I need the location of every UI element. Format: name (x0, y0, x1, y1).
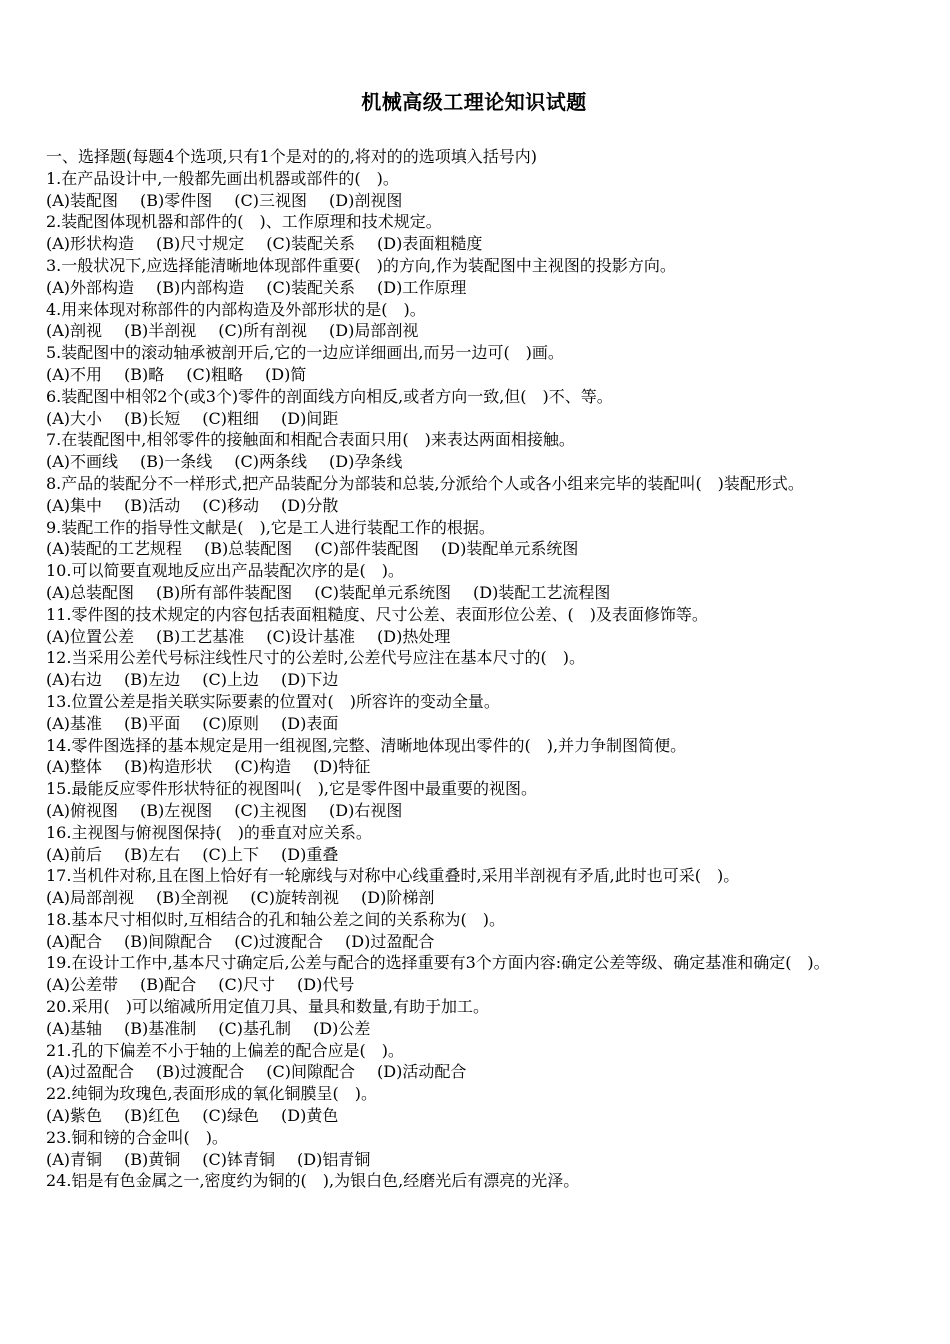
option-a: (A)紫色 (46, 1106, 103, 1126)
question-options (46, 1018, 902, 1040)
question-options (46, 1061, 902, 1083)
option-b: (B)平面 (124, 713, 181, 733)
question-options (46, 190, 902, 212)
question-text: 10.可以简要直观地反应出产品装配次序的是( )。 (46, 561, 404, 581)
option-c: (C)主视图 (234, 800, 308, 820)
question-options (46, 669, 902, 691)
option-b: (B)构造形状 (124, 757, 213, 777)
question-text: 17.当机件对称,且在图上恰好有一轮廓线与对称中心线重叠时,采用半剖视有矛盾,此时也可采( )。 (46, 866, 740, 886)
question-options (46, 931, 902, 953)
option-b: (B)内部构造 (156, 277, 245, 297)
question-text: 23.铜和镑的合金叫( )。 (46, 1127, 228, 1147)
option-c: (C)基孔制 (218, 1018, 292, 1038)
option-c: (C)装配关系 (266, 277, 356, 297)
option-d: (D)装配工艺流程图 (473, 582, 611, 602)
option-c: (C)装配单元系统图 (314, 582, 452, 602)
option-a: (A)整体 (46, 757, 103, 777)
option-b: (B)黄铜 (124, 1149, 181, 1169)
option-d: (D)公差 (313, 1018, 371, 1038)
question-text: 5.装配图中的滚动轴承被剖开后,它的一边应详细画出,而另一边可( )画。 (46, 343, 564, 363)
option-a: (A)前后 (46, 844, 103, 864)
option-a: (A)装配图 (46, 190, 119, 210)
question-text: 3.一般状况下,应选择能清晰地体现部件重要( )的方向,作为装配图中主视图的投影方向。 (46, 255, 676, 275)
question-options (46, 538, 902, 560)
option-d: (D)活动配合 (377, 1062, 467, 1082)
question-options (46, 887, 902, 909)
section-heading: 一、选择题(每题4个选项,只有1个是对的的,将对的的选项填入括号内) (46, 147, 538, 166)
option-d: (D)剖视图 (329, 190, 403, 210)
question-options (46, 844, 902, 866)
option-d: (D)阶梯剖 (361, 888, 435, 908)
document-title: 机械高级工理论知识试题 (361, 90, 587, 114)
option-a: (A)不画线 (46, 452, 119, 472)
question-text: 8.产品的装配分不一样形式,把产品装配分为部装和总装,分派给个人或各小组来完毕的装配叫( )装配形式。 (46, 473, 804, 493)
question-text: 16.主视图与俯视图保持( )的垂直对应关系。 (46, 822, 372, 842)
option-c: (C)原则 (202, 713, 260, 733)
option-c: (C)部件装配图 (314, 539, 420, 559)
question-text: 6.装配图中相邻2个(或3个)零件的剖面线方向相反,或者方向一致,但( )不、等。 (46, 386, 613, 406)
option-a: (A)外部构造 (46, 277, 135, 297)
option-d: (D)间距 (281, 408, 339, 428)
option-c: (C)三视图 (234, 190, 308, 210)
question-text: 19.在设计工作中,基本尺寸确定后,公差与配合的选择重要有3个方面内容:确定公差等级、确定基准和确定( )。 (46, 953, 830, 973)
option-a: (A)总装配图 (46, 582, 135, 602)
option-b: (B)零件图 (140, 190, 213, 210)
option-b: (B)长短 (124, 408, 181, 428)
option-c: (C)上下 (202, 844, 260, 864)
document-page (46, 88, 902, 1192)
question-text: 4.用来体现对称部件的内部构造及外部形状的是( )。 (46, 299, 426, 319)
option-c: (C)粗略 (186, 364, 244, 384)
option-b: (B)全剖视 (156, 888, 229, 908)
option-c: (C)构造 (234, 757, 292, 777)
question-text: 11.零件图的技术规定的内容包括表面粗糙度、尺寸公差、表面形位公差、( )及表面修饰等。 (46, 604, 708, 624)
option-a: (A)局部剖视 (46, 888, 135, 908)
option-a: (A)形状构造 (46, 234, 135, 254)
question-options (46, 974, 902, 996)
option-b: (B)工艺基准 (156, 626, 245, 646)
option-a: (A)青铜 (46, 1149, 103, 1169)
option-c: (C)设计基准 (266, 626, 356, 646)
option-b: (B)配合 (140, 975, 197, 995)
option-a: (A)装配的工艺规程 (46, 539, 183, 559)
option-d: (D)分散 (281, 495, 339, 515)
question-options (46, 756, 902, 778)
option-d: (D)装配单元系统图 (441, 539, 579, 559)
option-a: (A)右边 (46, 670, 103, 690)
option-c: (C)两条线 (234, 452, 308, 472)
option-b: (B)所有部件装配图 (156, 582, 293, 602)
option-a: (A)剖视 (46, 321, 103, 341)
question-options (46, 1149, 902, 1171)
question-options (46, 364, 902, 386)
option-d: (D)表面 (281, 713, 339, 733)
question-options (46, 451, 902, 473)
option-c: (C)上边 (202, 670, 260, 690)
option-c: (C)所有剖视 (218, 321, 308, 341)
option-d: (D)过盈配合 (345, 931, 435, 951)
question-options (46, 1105, 902, 1127)
option-b: (B)左视图 (140, 800, 213, 820)
option-a: (A)公差带 (46, 975, 119, 995)
option-c: (C)粗细 (202, 408, 260, 428)
option-b: (B)总装配图 (204, 539, 293, 559)
question-options (46, 582, 902, 604)
option-a: (A)俯视图 (46, 800, 119, 820)
option-b: (B)略 (124, 364, 165, 384)
option-d: (D)孕条线 (329, 452, 403, 472)
option-c: (C)移动 (202, 495, 260, 515)
option-d: (D)下边 (281, 670, 339, 690)
option-d: (D)铝青铜 (297, 1149, 371, 1169)
option-d: (D)工作原理 (377, 277, 467, 297)
question-text: 18.基本尺寸相似时,互相结合的孔和轴公差之间的关系称为( )。 (46, 909, 506, 929)
option-a: (A)基准 (46, 713, 103, 733)
option-d: (D)代号 (297, 975, 355, 995)
question-options (46, 800, 902, 822)
option-b: (B)半剖视 (124, 321, 197, 341)
question-text: 1.在产品设计中,一般都先画出机器或部件的( )。 (46, 168, 399, 188)
option-c: (C)装配关系 (266, 234, 356, 254)
option-c: (C)尺寸 (218, 975, 276, 995)
question-options (46, 320, 902, 342)
question-text: 2.装配图体现机器和部件的( )、工作原理和技术规定。 (46, 212, 442, 232)
option-d: (D)重叠 (281, 844, 339, 864)
option-d: (D)局部剖视 (329, 321, 419, 341)
question-text: 24.铝是有色金属之一,密度约为铜的( ),为银白色,经磨光后有漂亮的光泽。 (46, 1171, 580, 1191)
option-a: (A)大小 (46, 408, 103, 428)
option-d: (D)黄色 (281, 1106, 339, 1126)
option-d: (D)简 (265, 364, 307, 384)
option-a: (A)过盈配合 (46, 1062, 135, 1082)
question-text: 12.当采用公差代号标注线性尺寸的公差时,公差代号应注在基本尺寸的( )。 (46, 648, 586, 668)
option-c: (C)绿色 (202, 1106, 260, 1126)
question-options (46, 277, 902, 299)
option-a: (A)位置公差 (46, 626, 135, 646)
question-text: 14.零件图选择的基本规定是用一组视图,完整、清晰地体现出零件的( ),并力争制图简便。 (46, 735, 687, 755)
option-a: (A)集中 (46, 495, 103, 515)
option-c: (C)过渡配合 (234, 931, 324, 951)
question-list (46, 168, 902, 1192)
option-b: (B)一条线 (140, 452, 213, 472)
option-c: (C)间隙配合 (266, 1062, 356, 1082)
question-text: 13.位置公差是指关联实际要素的位置对( )所容许的变动全量。 (46, 691, 500, 711)
option-d: (D)右视图 (329, 800, 403, 820)
option-b: (B)基准制 (124, 1018, 197, 1038)
question-options (46, 233, 902, 255)
question-text: 22.纯铜为玫瑰色,表面形成的氧化铜膜呈( )。 (46, 1084, 378, 1104)
option-d: (D)特征 (313, 757, 371, 777)
question-options (46, 495, 902, 517)
option-b: (B)过渡配合 (156, 1062, 245, 1082)
option-b: (B)间隙配合 (124, 931, 213, 951)
question-text: 21.孔的下偏差不小于轴的上偏差的配合应是( )。 (46, 1040, 404, 1060)
option-a: (A)配合 (46, 931, 103, 951)
question-options (46, 626, 902, 648)
question-text: 15.最能反应零件形状特征的视图叫( ),它是零件图中最重要的视图。 (46, 779, 538, 799)
option-c: (C)旋转剖视 (250, 888, 340, 908)
option-b: (B)尺寸规定 (156, 234, 245, 254)
option-a: (A)基轴 (46, 1018, 103, 1038)
question-text: 9.装配工作的指导性文献是( ),它是工人进行装配工作的根据。 (46, 517, 495, 537)
option-b: (B)活动 (124, 495, 181, 515)
option-c: (C)钵青铜 (202, 1149, 276, 1169)
question-options (46, 713, 902, 735)
option-b: (B)左右 (124, 844, 181, 864)
question-text: 20.采用( )可以缩减所用定值刀具、量具和数量,有助于加工。 (46, 997, 490, 1017)
option-d: (D)表面粗糙度 (377, 234, 483, 254)
option-d: (D)热处理 (377, 626, 451, 646)
option-b: (B)左边 (124, 670, 181, 690)
option-a: (A)不用 (46, 364, 103, 384)
option-b: (B)红色 (124, 1106, 181, 1126)
question-options (46, 408, 902, 430)
question-text: 7.在装配图中,相邻零件的接触面和相配合表面只用( )来表达两面相接触。 (46, 430, 575, 450)
